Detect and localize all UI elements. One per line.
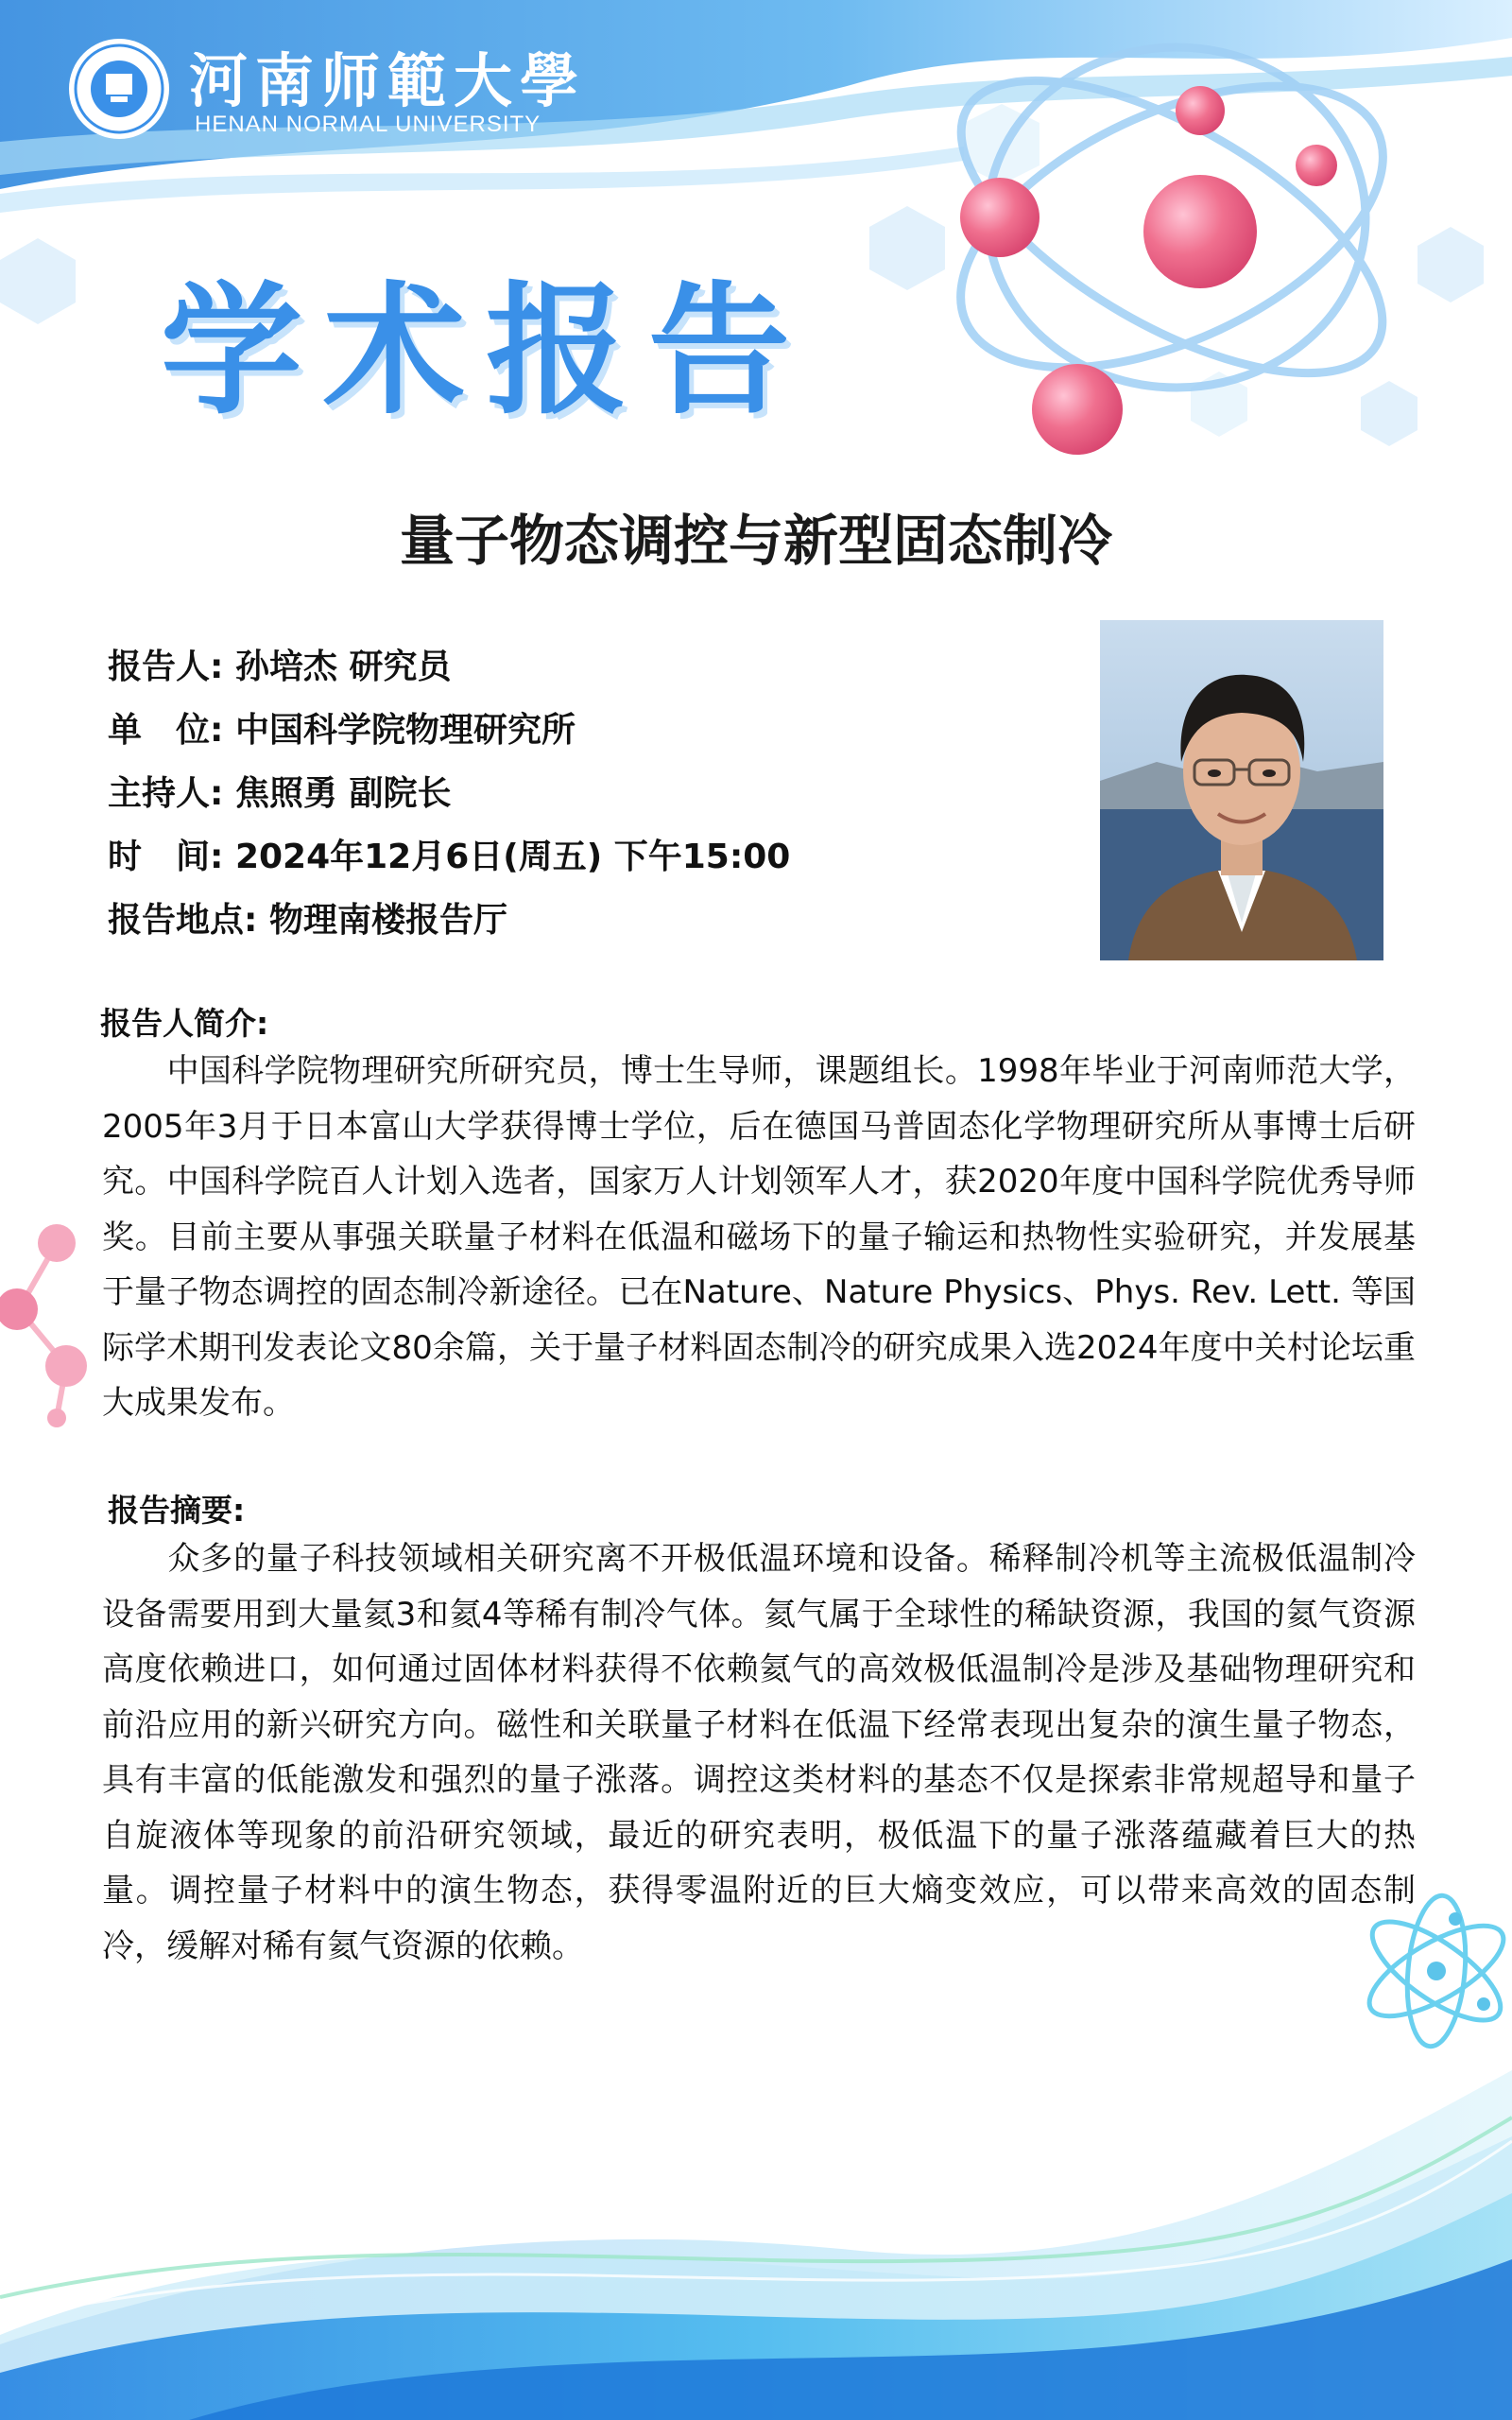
- unit-label: 单 位:: [108, 711, 235, 750]
- university-name-en: HENAN NORMAL UNIVERSITY: [195, 112, 541, 137]
- report-info: [108, 635, 790, 952]
- time-value: 2024年12月6日(周五) 下午15:00: [234, 838, 791, 876]
- time-row: [108, 825, 790, 889]
- host-label: 主持人:: [108, 774, 235, 813]
- place-row: [108, 889, 790, 952]
- time-label: 时 间:: [108, 838, 235, 876]
- place-label: 报告地点:: [108, 901, 269, 940]
- speaker-value: 孙培杰 研究员: [234, 648, 452, 686]
- speaker-photo: [1100, 620, 1383, 960]
- report-title: 量子物态调控与新型固态制冷: [399, 509, 1112, 573]
- university-name-cn: 河南师範大學: [189, 46, 587, 115]
- bio-text: 中国科学院物理研究所研究员，博士生导师，课题组长。1998年毕业于河南师范大学，2005年3月于日本富山大学获得博士学位，后在德国马普固态化学物理研究所从事博士后研究。中国科学院百人计划入选者，国家万人计划领军人才，获2020年度中国科学院优秀导师奖。目前主要从事强关联量子材料在低温和磁场下的量子输运和热物性实验研究，并发展基于量子物态调控的固态制冷新途径。已在Nature、Nature Physics、Phys. Rev. Lett. 等国际学术期刊发表论文80余篇，关于量子材料固态制冷的研究成果入选2024年度中关村论坛重大成果发布。: [102, 1052, 1416, 1422]
- university-emblem-icon: [66, 36, 172, 142]
- host-value: 焦照勇 副院长: [234, 774, 452, 813]
- unit-value: 中国科学院物理研究所: [234, 711, 576, 750]
- poster-headline: 学术报告: [161, 269, 812, 434]
- speaker-row: [108, 635, 790, 699]
- host-row: [108, 762, 790, 825]
- unit-row: [108, 699, 790, 762]
- abstract-heading: 报告摘要:: [108, 1492, 246, 1529]
- speaker-label: 报告人:: [108, 648, 235, 686]
- bio-heading: 报告人简介:: [100, 1005, 269, 1042]
- place-value: 物理南楼报告厅: [268, 901, 507, 940]
- abstract-text: 众多的量子科技领域相关研究离不开极低温环境和设备。稀释制冷机等主流极低温制冷设备需要用到大量氦3和氦4等稀有制冷气体。氦气属于全球性的稀缺资源，我国的氦气资源高度依赖进口，如何通过固体材料获得不依赖氦气的高效极低温制冷是涉及基础物理研究和前沿应用的新兴研究方向。磁性和关联量子材料在低温下经常表现出复杂的演生量子物态，具有丰富的低能激发和强烈的量子涨落。调控这类材料的基态不仅是探索非常规超导和量子自旋液体等现象的前沿研究领域，最近的研究表明，极低温下的量子涨落蕴藏着巨大的热量。调控量子材料中的演生物态，获得零温附近的巨大熵变效应，可以带来高效的固态制冷，缓解对稀有氦气资源的依赖。: [102, 1540, 1416, 1965]
